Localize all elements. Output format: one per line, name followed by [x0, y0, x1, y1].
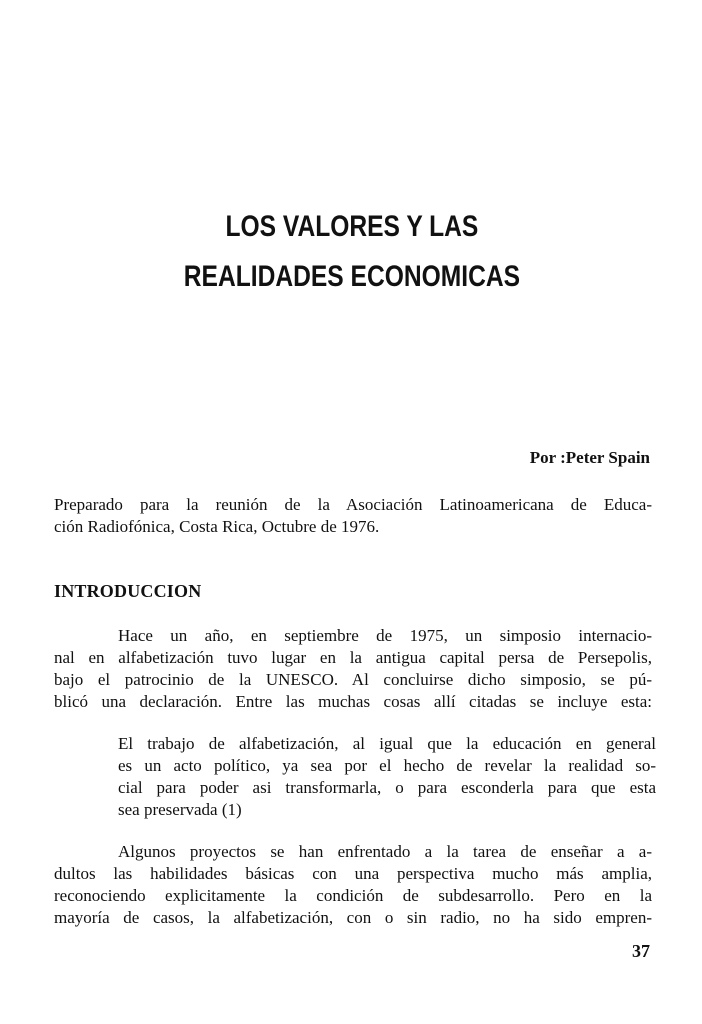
section-heading: INTRODUCCION [54, 581, 202, 601]
page-number: 37 [632, 941, 650, 961]
block-quote [118, 733, 656, 821]
text-line: blicó una declaración. Entre las muchas cosas allí citadas se incluye esta: [54, 692, 652, 711]
text-line: Algunos proyectos se han enfrentado a la tarea de enseñar a a- [118, 842, 652, 861]
author-byline: Por :Peter Spain [529, 448, 650, 467]
text-line: nal en alfabetización tuvo lugar en la antigua capital persa de Persepolis, [54, 648, 652, 667]
text-line: cial para poder asi transformarla, o para esconderla para que esta [118, 778, 656, 797]
text-line: El trabajo de alfabetización, al igual que la educación en general [118, 734, 656, 753]
text-line: Hace un año, en septiembre de 1975, un simposio internacio- [118, 626, 652, 645]
text-line: bajo el patrocinio de la UNESCO. Al concluirse dicho simposio, se pú- [54, 670, 652, 689]
title-line-1: LOS VALORES Y LAS [225, 210, 479, 243]
text-line: ción Radiofónica, Costa Rica, Octubre de 1976. [54, 517, 380, 536]
text-line: reconociendo explicitamente la condición de subdesarrollo. Pero en la [54, 886, 652, 905]
text-line: Preparado para la reunión de la Asociación Latinoamericana de Educa- [54, 495, 652, 514]
prepared-note [54, 494, 652, 538]
title-line-2: REALIDADES ECONOMICAS [183, 260, 521, 293]
paragraph-1 [54, 625, 652, 713]
paragraph-2 [54, 841, 652, 929]
text-line: sea preservada (1) [118, 800, 242, 819]
text-line: mayoría de casos, la alfabetización, con o sin radio, no ha sido empren- [54, 908, 652, 927]
text-line: dultos las habilidades básicas con una perspectiva mucho más amplia, [54, 864, 652, 883]
text-line: es un acto político, ya sea por el hecho de revelar la realidad so- [118, 756, 656, 775]
